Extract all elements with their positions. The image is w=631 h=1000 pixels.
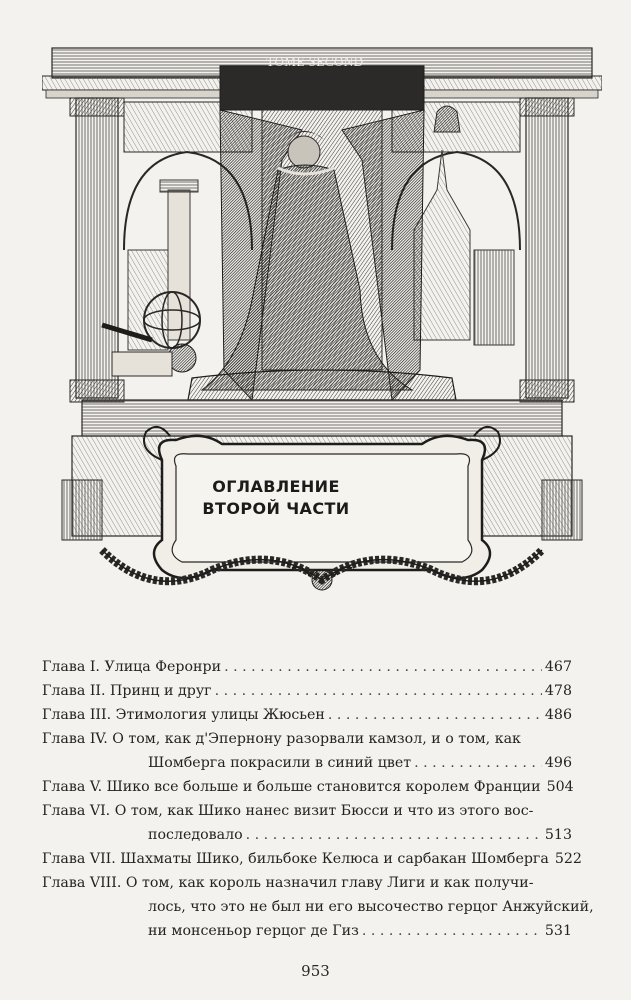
toc-entry-title-continued: Шомберга покрасили в синий цвет: [148, 755, 412, 771]
toc-entry: [42, 655, 572, 679]
toc-page-number: 522: [554, 851, 582, 867]
page-number: 953: [301, 962, 330, 980]
toc-entry-title: Глава VI. О том, как Шико нанес визит Бюсси и что из этого вос-: [42, 803, 534, 819]
toc-page-number: 496: [544, 755, 572, 771]
leader-dots: [224, 655, 542, 679]
toc-page-number: 478: [544, 683, 572, 699]
toc-entry-title: Глава VIII. О том, как король назначил главу Лиги и как получи-: [42, 875, 534, 891]
toc-entry-title-continued: ни монсеньор герцог де Гиз: [148, 923, 359, 939]
toc-entry: [42, 871, 594, 943]
leader-dots: [246, 823, 542, 847]
toc-entry: [42, 799, 572, 847]
toc-page-number: 486: [544, 707, 572, 723]
table-of-contents: [42, 655, 594, 943]
section-title: [176, 476, 376, 520]
toc-entry: [42, 847, 582, 871]
toc-entry: [42, 727, 572, 775]
leader-dots: [215, 679, 542, 703]
toc-entry-title: Глава II. Принц и друг: [42, 683, 212, 699]
toc-entry-title: Глава I. Улица Феронри: [42, 659, 222, 675]
toc-page-number: 513: [544, 827, 572, 843]
toc-page-number: 467: [544, 659, 572, 675]
bleed-through-header: [200, 20, 440, 32]
toc-entry-title: Глава III. Этимология улицы Жюсьен: [42, 707, 325, 723]
section-title-line-2: ВТОРОЙ ЧАСТИ: [202, 499, 350, 518]
engraving-illustration: [42, 40, 602, 608]
leader-dots: [362, 919, 542, 943]
toc-entry: [42, 775, 572, 799]
leader-dots: [328, 703, 542, 727]
toc-entry: [42, 703, 572, 727]
toc-entry-title: Глава VII. Шахматы Шико, бильбоке Келюса и сарбакан Шомберга: [42, 851, 549, 867]
toc-page-number: 531: [544, 923, 572, 939]
section-title-line-1: ОГЛАВЛЕНИЕ: [212, 477, 340, 496]
toc-entry-title: Глава IV. О том, как д'Эпернону разорвали камзол, и о том, как: [42, 731, 521, 747]
toc-entry-title-continued: лось, что это не был ни его высочество герцог Анжуйский,: [148, 899, 594, 915]
toc-page-number: 504: [546, 779, 574, 795]
leader-dots: [414, 751, 542, 775]
toc-entry-title: Глава V. Шико все больше и больше становится королем Франции: [42, 779, 541, 795]
toc-entry: [42, 679, 572, 703]
toc-entry-title-continued: последовало: [148, 827, 243, 843]
tome-label: TOME SECOND: [266, 54, 364, 69]
